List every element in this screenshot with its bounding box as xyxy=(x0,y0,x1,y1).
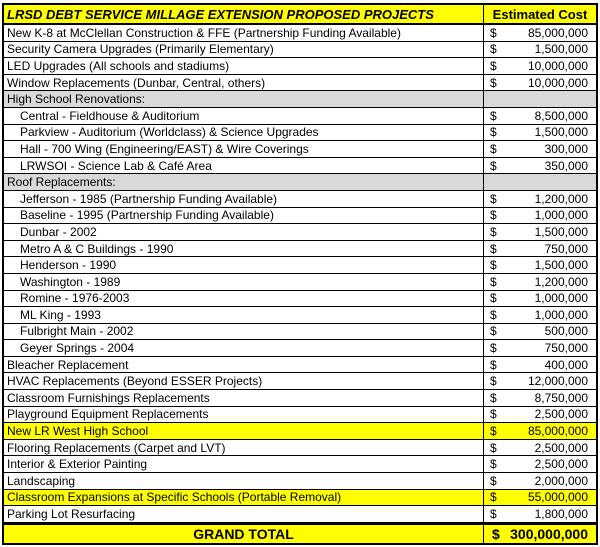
currency-symbol: $ xyxy=(490,457,497,472)
cost-value: 1,000,000 xyxy=(534,307,588,322)
cost-value: 1,500,000 xyxy=(534,224,588,239)
cost-value: 2,500,000 xyxy=(534,407,588,422)
grand-total-amount xyxy=(484,523,596,543)
project-cost xyxy=(484,58,596,75)
project-label: LRWSOI - Science Lab & Café Area xyxy=(4,158,484,175)
currency-symbol: $ xyxy=(492,525,500,542)
currency-symbol: $ xyxy=(490,274,497,289)
currency-symbol: $ xyxy=(490,108,497,123)
project-cost xyxy=(484,141,596,158)
project-cost xyxy=(484,274,596,291)
projects-table xyxy=(2,3,598,545)
cost-value: 500,000 xyxy=(544,324,588,339)
cost-value: 300,000 xyxy=(544,141,588,156)
table-title: LRSD DEBT SERVICE MILLAGE EXTENSION PROPOSED PROJECTS xyxy=(4,5,484,25)
cost-value: 10,000,000 xyxy=(527,75,588,90)
currency-symbol: $ xyxy=(490,42,497,57)
currency-symbol: $ xyxy=(490,258,497,273)
project-label: Central - Fieldhouse & Auditorium xyxy=(4,108,484,125)
project-label: Washington - 1989 xyxy=(4,274,484,291)
cost-value: 1,000,000 xyxy=(534,291,588,306)
currency-symbol: $ xyxy=(490,191,497,206)
project-cost xyxy=(484,390,596,407)
cost-value: 350,000 xyxy=(544,158,588,173)
project-label: Flooring Replacements (Carpet and LVT) xyxy=(4,440,484,457)
cost-value: 1,200,000 xyxy=(534,274,588,289)
cost-value: 1,500,000 xyxy=(534,125,588,140)
currency-symbol: $ xyxy=(490,407,497,422)
project-cost xyxy=(484,506,596,523)
cost-value: 750,000 xyxy=(544,341,588,356)
currency-symbol: $ xyxy=(490,291,497,306)
project-label: HVAC Replacements (Beyond ESSER Projects) xyxy=(4,373,484,390)
section-header-label: Roof Replacements: xyxy=(4,174,484,191)
currency-symbol: $ xyxy=(490,424,497,439)
project-cost xyxy=(484,224,596,241)
project-cost xyxy=(484,108,596,125)
currency-symbol: $ xyxy=(490,208,497,223)
project-cost xyxy=(484,91,596,108)
project-label: LED Upgrades (All schools and stadiums) xyxy=(4,58,484,75)
project-label: Romine - 1976-2003 xyxy=(4,291,484,308)
cost-value: 750,000 xyxy=(544,241,588,256)
project-cost xyxy=(484,440,596,457)
project-cost xyxy=(484,490,596,507)
currency-symbol: $ xyxy=(490,341,497,356)
project-cost xyxy=(484,174,596,191)
cost-value: 85,000,000 xyxy=(527,424,588,439)
project-cost xyxy=(484,25,596,42)
project-cost xyxy=(484,75,596,92)
cost-value: 2,500,000 xyxy=(534,440,588,455)
cost-value: 1,500,000 xyxy=(534,258,588,273)
cost-value: 400,000 xyxy=(544,357,588,372)
currency-symbol: $ xyxy=(490,75,497,90)
project-cost xyxy=(484,208,596,225)
cost-value: 8,750,000 xyxy=(534,390,588,405)
cost-value: 85,000,000 xyxy=(527,25,588,40)
currency-symbol: $ xyxy=(490,440,497,455)
grand-total-value: 300,000,000 xyxy=(510,525,588,542)
project-label: Baseline - 1995 (Partnership Funding Available) xyxy=(4,208,484,225)
grand-total-label: GRAND TOTAL xyxy=(4,523,484,543)
project-label: Geyer Springs - 2004 xyxy=(4,340,484,357)
project-label: Landscaping xyxy=(4,473,484,490)
section-header-label: High School Renovations: xyxy=(4,91,484,108)
project-cost xyxy=(484,340,596,357)
project-cost xyxy=(484,357,596,374)
project-label: Window Replacements (Dunbar, Central, others) xyxy=(4,75,484,92)
project-label: Parking Lot Resurfacing xyxy=(4,506,484,523)
project-cost xyxy=(484,456,596,473)
project-cost xyxy=(484,291,596,308)
cost-column-header: Estimated Cost xyxy=(484,5,596,25)
project-label: Playground Equipment Replacements xyxy=(4,407,484,424)
currency-symbol: $ xyxy=(490,390,497,405)
currency-symbol: $ xyxy=(490,324,497,339)
project-cost xyxy=(484,373,596,390)
cost-value: 10,000,000 xyxy=(527,58,588,73)
currency-symbol: $ xyxy=(490,241,497,256)
cost-value: 2,000,000 xyxy=(534,473,588,488)
project-label: Classroom Furnishings Replacements xyxy=(4,390,484,407)
project-label: Dunbar - 2002 xyxy=(4,224,484,241)
currency-symbol: $ xyxy=(490,158,497,173)
cost-value: 12,000,000 xyxy=(527,374,588,389)
cost-value: 1,200,000 xyxy=(534,191,588,206)
cost-value: 1,800,000 xyxy=(534,507,588,522)
project-cost xyxy=(484,307,596,324)
cost-value: 1,500,000 xyxy=(534,42,588,57)
cost-value: 8,500,000 xyxy=(534,108,588,123)
currency-symbol: $ xyxy=(490,25,497,40)
project-cost xyxy=(484,158,596,175)
currency-symbol: $ xyxy=(490,141,497,156)
project-label: ML King - 1993 xyxy=(4,307,484,324)
project-label: New K-8 at McClellan Construction & FFE (Partnership Funding Available) xyxy=(4,25,484,42)
currency-symbol: $ xyxy=(490,473,497,488)
currency-symbol: $ xyxy=(490,374,497,389)
project-cost xyxy=(484,473,596,490)
project-cost xyxy=(484,423,596,440)
project-label: Bleacher Replacement xyxy=(4,357,484,374)
currency-symbol: $ xyxy=(490,507,497,522)
project-label: Jefferson - 1985 (Partnership Funding Available) xyxy=(4,191,484,208)
project-label: Metro A & C Buildings - 1990 xyxy=(4,241,484,258)
project-label: Security Camera Upgrades (Primarily Elementary) xyxy=(4,42,484,59)
project-label: Classroom Expansions at Specific Schools (Portable Removal) xyxy=(4,490,484,507)
currency-symbol: $ xyxy=(490,490,497,505)
project-cost xyxy=(484,407,596,424)
currency-symbol: $ xyxy=(490,307,497,322)
project-cost xyxy=(484,42,596,59)
project-cost xyxy=(484,257,596,274)
cost-value: 1,000,000 xyxy=(534,208,588,223)
project-cost xyxy=(484,241,596,258)
project-label: Henderson - 1990 xyxy=(4,257,484,274)
project-cost xyxy=(484,125,596,142)
project-label: Parkview - Auditorium (Worldclass) & Science Upgrades xyxy=(4,125,484,142)
project-cost xyxy=(484,191,596,208)
project-cost xyxy=(484,324,596,341)
cost-value: 2,500,000 xyxy=(534,457,588,472)
cost-value: 55,000,000 xyxy=(527,490,588,505)
currency-symbol: $ xyxy=(490,58,497,73)
project-label: Hall - 700 Wing (Engineering/EAST) & Wire Coverings xyxy=(4,141,484,158)
currency-symbol: $ xyxy=(490,125,497,140)
project-label: New LR West High School xyxy=(4,423,484,440)
currency-symbol: $ xyxy=(490,357,497,372)
currency-symbol: $ xyxy=(490,224,497,239)
project-label: Interior & Exterior Painting xyxy=(4,456,484,473)
project-label: Fulbright Main - 2002 xyxy=(4,324,484,341)
